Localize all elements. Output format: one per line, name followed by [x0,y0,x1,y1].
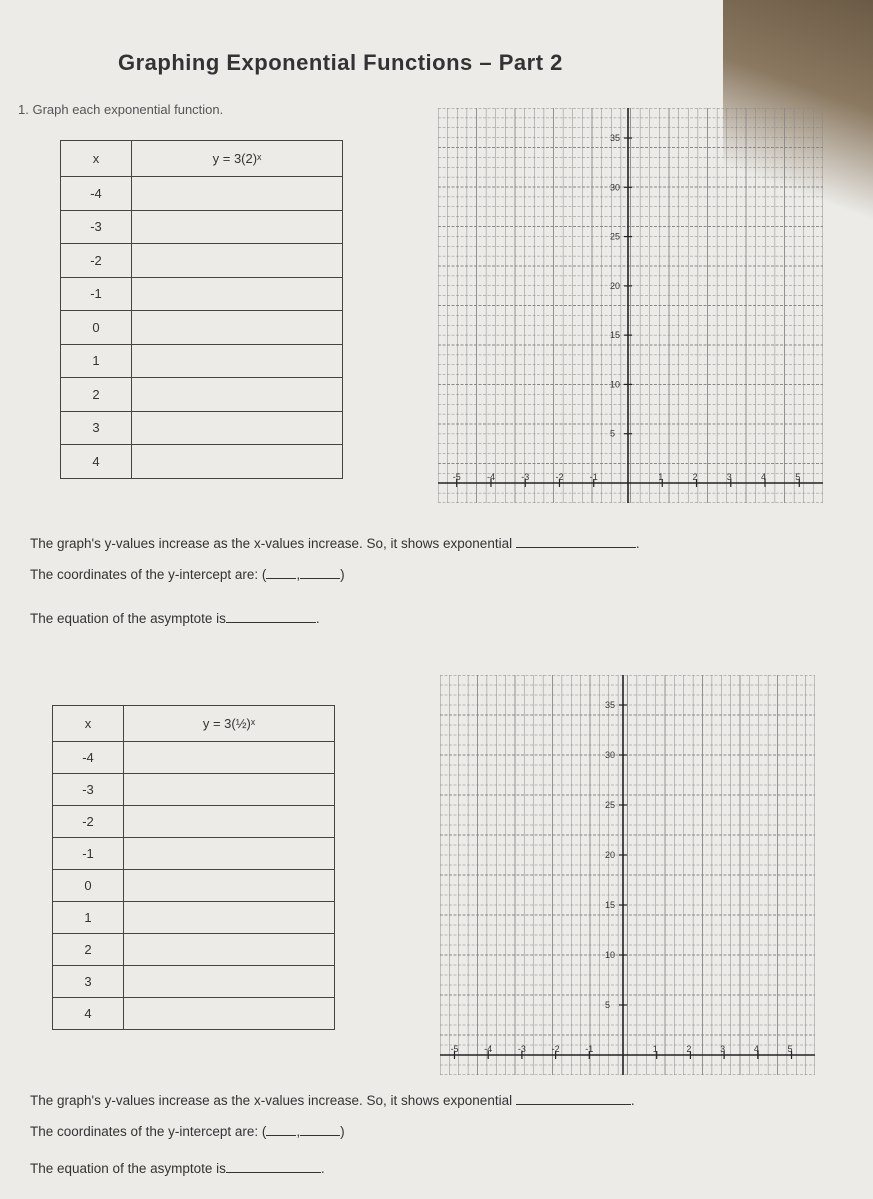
x-tick-label: -5 [452,472,461,482]
coordinate-grid-1[interactable] [438,108,823,503]
x-tick-label: -2 [555,472,564,482]
question-text: The graph's y-values increase as the x-values increase. So, it shows exponential [30,1093,513,1108]
instruction-text: 1. Graph each exponential function. [18,102,224,117]
answer-blank[interactable] [226,610,316,623]
y-tick-label: 30 [610,182,621,193]
answer-blank-x[interactable] [266,1123,296,1136]
question-text: The coordinates of the y-intercept are: ( [30,1124,267,1139]
y-value-answer-cell[interactable] [124,902,335,934]
y-value-answer-cell[interactable] [124,774,335,806]
table-row [61,244,343,278]
y-value-answer-cell[interactable] [132,378,343,412]
question-suffix: . [320,1161,325,1176]
y-value-answer-cell[interactable] [132,344,343,378]
x-value-cell: -1 [53,838,124,870]
question-1b [30,566,345,582]
question-text: The equation of the asymptote is [30,611,226,626]
table-row [53,934,335,966]
question-suffix: ) [340,1124,345,1139]
y-tick-label: 5 [610,428,616,439]
y-value-answer-cell[interactable] [124,998,335,1030]
table-row [53,838,335,870]
value-table-2 [52,705,335,1030]
y-tick-label: 35 [610,133,621,143]
y-tick-label: 30 [605,750,616,760]
answer-blank[interactable] [226,1160,321,1173]
y-value-answer-cell[interactable] [124,806,335,838]
x-value-cell: 1 [53,902,124,934]
question-text: The equation of the asymptote is [30,1161,226,1176]
question-suffix: ) [340,567,345,582]
y-tick-label: 10 [610,379,621,390]
question-suffix: . [630,1093,635,1108]
table-row [53,998,335,1030]
question-suffix: . [635,536,640,551]
table-row [53,870,335,902]
answer-blank-y[interactable] [300,566,340,579]
table-row [53,902,335,934]
table-row [61,177,343,211]
x-tick-label: 5 [787,1044,793,1054]
answer-blank-x[interactable] [266,566,296,579]
y-value-answer-cell[interactable] [124,934,335,966]
y-tick-label: 25 [605,800,616,810]
separator: , [296,1124,301,1139]
x-tick-label: -4 [486,472,495,482]
x-value-cell: -1 [61,277,132,311]
x-tick-label: 4 [761,472,767,482]
x-value-cell: -2 [53,806,124,838]
worksheet-title: Graphing Exponential Functions – Part 2 [118,50,563,75]
question-text: The coordinates of the y-intercept are: ( [30,567,267,582]
y-column-header: y = 3(½)ˣ [124,706,335,742]
coordinate-grid-2[interactable] [440,675,815,1075]
y-tick-label: 5 [605,1000,611,1010]
x-value-cell: 0 [53,870,124,902]
x-tick-label: 1 [658,472,664,482]
x-tick-label: 3 [726,472,732,482]
question-text: The graph's y-values increase as the x-values increase. So, it shows exponential [30,536,513,551]
table-row [61,277,343,311]
x-value-cell: 2 [61,378,132,412]
table-row [61,344,343,378]
y-tick-label: 25 [610,231,621,242]
x-value-cell: 3 [61,411,132,445]
answer-blank-y[interactable] [300,1123,340,1136]
table-row [53,806,335,838]
table-header-row [61,141,343,177]
x-tick-label: 4 [753,1044,759,1054]
y-value-answer-cell[interactable] [132,311,343,345]
x-tick-label: 5 [795,472,801,482]
x-tick-label: -3 [521,472,530,482]
y-value-answer-cell[interactable] [124,966,335,998]
y-value-answer-cell[interactable] [132,445,343,479]
x-value-cell: 4 [53,998,124,1030]
x-value-cell: -4 [53,742,124,774]
x-value-cell: 2 [53,934,124,966]
x-column-header: x [53,706,124,742]
x-column-header: x [61,141,132,177]
y-value-answer-cell[interactable] [132,177,343,211]
value-table-1 [60,140,343,479]
table-row [61,311,343,345]
x-value-cell: -2 [61,244,132,278]
y-value-answer-cell[interactable] [124,870,335,902]
y-value-answer-cell[interactable] [132,244,343,278]
y-tick-label: 10 [605,950,616,960]
answer-blank[interactable] [516,535,636,548]
table-row [61,445,343,479]
y-value-answer-cell[interactable] [132,411,343,445]
x-tick-label: -4 [484,1044,493,1054]
x-value-cell: -3 [53,774,124,806]
x-value-cell: -4 [61,177,132,211]
table-header-row [53,706,335,742]
y-tick-label: 20 [610,280,621,291]
x-value-cell: 4 [61,445,132,479]
x-tick-label: -1 [585,1044,594,1054]
separator: , [296,567,301,582]
question-1a [30,535,640,551]
y-value-answer-cell[interactable] [124,742,335,774]
x-tick-label: 2 [686,1044,692,1054]
table-row [61,210,343,244]
y-tick-label: 20 [605,850,616,860]
x-value-cell: 0 [61,311,132,345]
table-row [61,411,343,445]
x-tick-label: -2 [551,1044,560,1054]
question-2b [30,1123,345,1139]
y-column-header: y = 3(2)ˣ [132,141,343,177]
x-value-cell: 1 [61,344,132,378]
x-tick-label: 3 [720,1044,726,1054]
x-tick-label: -1 [589,472,598,482]
x-value-cell: 3 [53,966,124,998]
x-tick-label: -5 [450,1044,459,1054]
table-row [53,774,335,806]
y-tick-label: 15 [610,330,621,341]
x-tick-label: 1 [652,1044,658,1054]
y-tick-label: 35 [605,700,616,710]
table-row [53,742,335,774]
table-row [61,378,343,412]
y-tick-label: 15 [605,900,616,910]
y-value-answer-cell[interactable] [132,210,343,244]
question-suffix: . [315,611,320,626]
x-value-cell: -3 [61,210,132,244]
question-2c [30,1160,325,1176]
question-1c [30,610,320,626]
answer-blank[interactable] [516,1092,631,1105]
question-2a [30,1092,635,1108]
y-value-answer-cell[interactable] [132,277,343,311]
table-row [53,966,335,998]
x-tick-label: -3 [517,1044,526,1054]
x-tick-label: 2 [692,472,698,482]
y-value-answer-cell[interactable] [124,838,335,870]
